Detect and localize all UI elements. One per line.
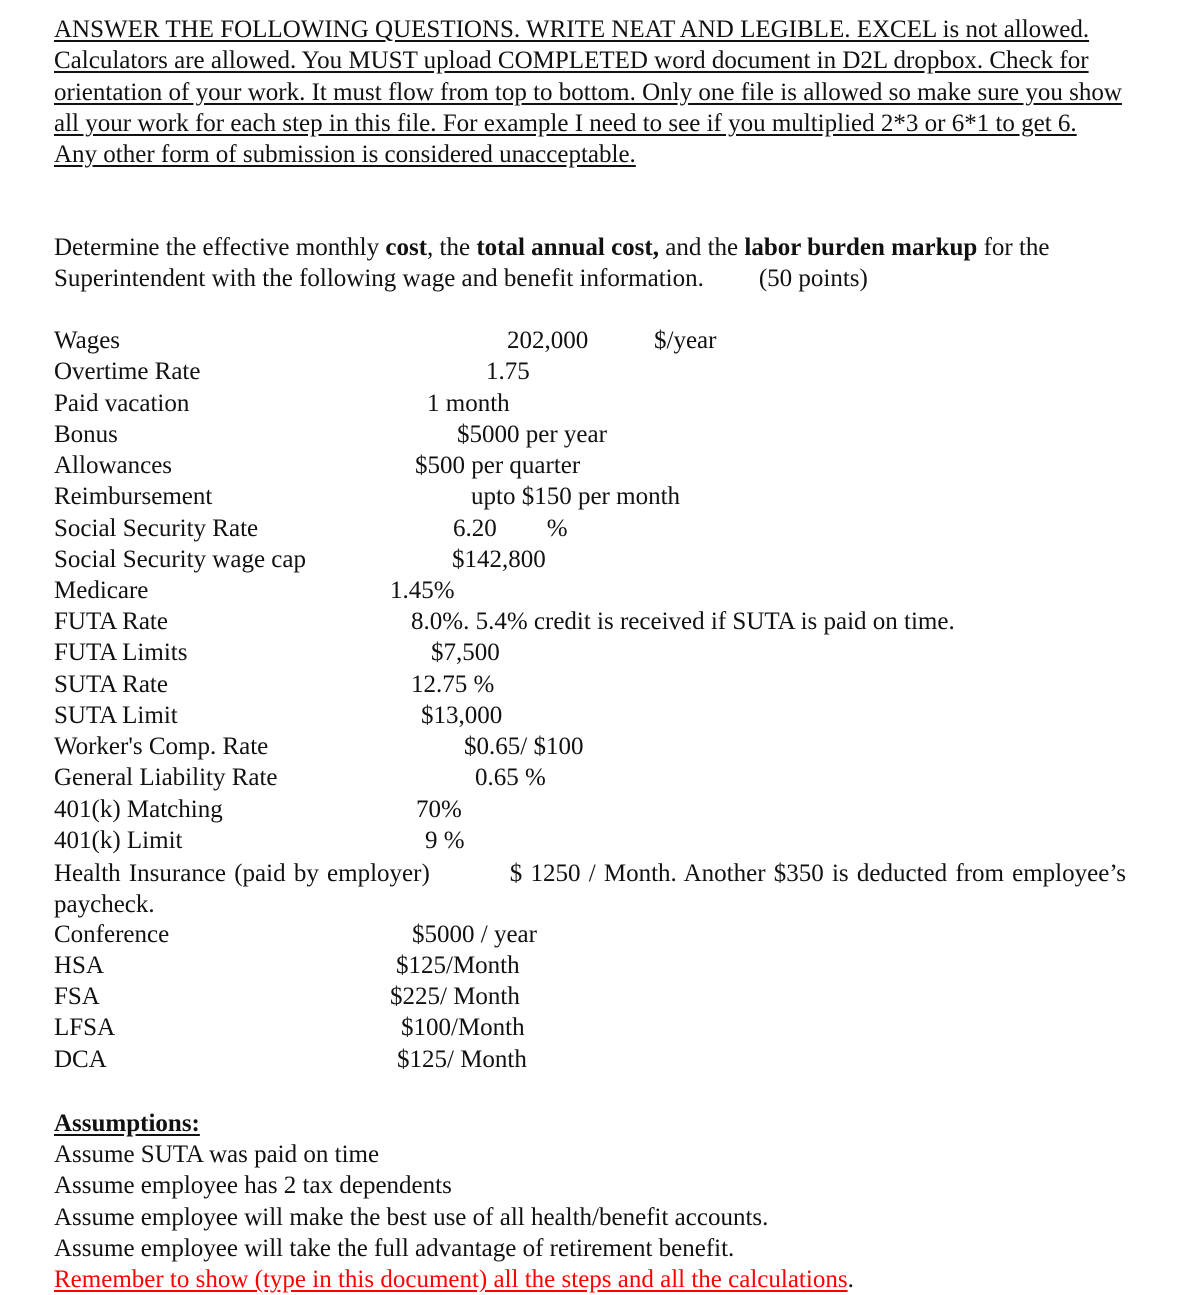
- task-points: (50 points): [758, 265, 868, 293]
- k401-matching-value: 70%: [416, 796, 462, 823]
- futa-limits-label: FUTA Limits: [54, 639, 188, 666]
- lfsa-label: LFSA: [54, 1014, 116, 1041]
- suta-rate-value: 12.75 %: [411, 671, 495, 698]
- k401-limit-value: 9 %: [425, 827, 465, 854]
- reimbursement-label: Reimbursement: [54, 483, 213, 510]
- workers-comp-label: Worker's Comp. Rate: [54, 733, 269, 760]
- assumptions-list: [54, 1139, 1154, 1295]
- ss-cap-label: Social Security wage cap: [54, 546, 306, 573]
- task-text-2: , the: [427, 234, 477, 261]
- allowances-label: Allowances: [54, 452, 173, 479]
- general-liability-label: General Liability Rate: [54, 764, 278, 791]
- assumption-item: Assume employee will make the best use of all health/benefit accounts.: [54, 1203, 769, 1231]
- ss-cap-value: $142,800: [452, 546, 546, 573]
- wages-value: 202,000: [507, 327, 589, 354]
- task-text-1: Determine the effective monthly: [54, 234, 386, 261]
- wages-unit: $/year: [654, 327, 717, 354]
- reminder-line: [54, 1264, 1154, 1295]
- overtime-value: 1.75: [486, 358, 530, 385]
- assumption-item: Assume employee will take the full advantage of retirement benefit.: [54, 1234, 735, 1262]
- ss-rate-value: 6.20 %: [453, 515, 568, 542]
- task-bold-cost: cost: [385, 234, 428, 261]
- conference-label: Conference: [54, 921, 170, 948]
- fsa-label: FSA: [54, 983, 100, 1010]
- conference-value: $5000 / year: [412, 921, 537, 948]
- dca-label: DCA: [54, 1046, 107, 1073]
- assumption-item: Assume employee has 2 tax dependents: [54, 1172, 452, 1200]
- fsa-value: $225/ Month: [390, 983, 520, 1010]
- hsa-label: HSA: [54, 952, 105, 979]
- assumptions-heading: Assumptions:: [54, 1110, 200, 1137]
- medicare-value: 1.45%: [390, 577, 455, 604]
- futa-rate-label: FUTA Rate: [54, 608, 168, 635]
- workers-comp-value: $0.65/ $100: [464, 733, 584, 760]
- bonus-label: Bonus: [54, 421, 118, 448]
- instructions-header: ANSWER THE FOLLOWING QUESTIONS. WRITE NEAT AND LEGIBLE. EXCEL is not allowed. Calculators are allowed. You MUST upload COMPLETED word document in D2L dropbox. Check for orientation of your work. It must flow from top to bottom. Only one file is allowed so make sure you show all your work for each step in this file. For example I need to see if you multiplied 2*3 or 6*1 to get 6. Any other form of submission is considered unacceptable.: [54, 16, 1122, 169]
- vacation-label: Paid vacation: [54, 390, 190, 417]
- general-liability-value: 0.65 %: [475, 764, 546, 791]
- reimbursement-value: upto $150 per month: [471, 483, 681, 510]
- suta-limit-value: $13,000: [421, 702, 503, 729]
- hsa-value: $125/Month: [396, 952, 520, 979]
- task-statement: [54, 232, 1129, 295]
- overtime-label: Overtime Rate: [54, 358, 201, 385]
- health-insurance-row: [54, 858, 1126, 921]
- dca-value: $125/ Month: [397, 1046, 527, 1073]
- reminder-period: .: [847, 1266, 854, 1294]
- health-insurance-value: $ 1250 / Month. Another $350 is deducted from employee’s paycheck.: [54, 860, 1126, 919]
- bonus-value: $5000 per year: [457, 421, 607, 448]
- wages-label: Wages: [54, 327, 121, 354]
- reminder-text: Remember to show (type in this document) all the steps and all the calculations: [54, 1266, 848, 1294]
- task-bold-markup: labor burden markup: [744, 234, 978, 261]
- futa-rate-value: 8.0%. 5.4% credit is received if SUTA is paid on time.: [411, 608, 955, 635]
- health-insurance-label: Health Insurance (paid by employer): [54, 860, 430, 887]
- task-bold-annual: total annual cost,: [476, 234, 659, 261]
- suta-limit-label: SUTA Limit: [54, 702, 178, 729]
- lfsa-value: $100/Month: [401, 1014, 525, 1041]
- ss-rate-label: Social Security Rate: [54, 515, 259, 542]
- k401-matching-label: 401(k) Matching: [54, 796, 223, 823]
- medicare-label: Medicare: [54, 577, 149, 604]
- vacation-value: 1 month: [427, 390, 510, 417]
- allowances-value: $500 per quarter: [415, 452, 581, 479]
- assumption-item: Assume SUTA was paid on time: [54, 1141, 380, 1168]
- task-text-4: for the Superintendent with the following wage and benefit information.: [54, 234, 1050, 293]
- k401-limit-label: 401(k) Limit: [54, 827, 183, 854]
- suta-rate-label: SUTA Rate: [54, 671, 168, 698]
- futa-limits-value: $7,500: [431, 639, 500, 666]
- task-text-3: and the: [658, 234, 745, 261]
